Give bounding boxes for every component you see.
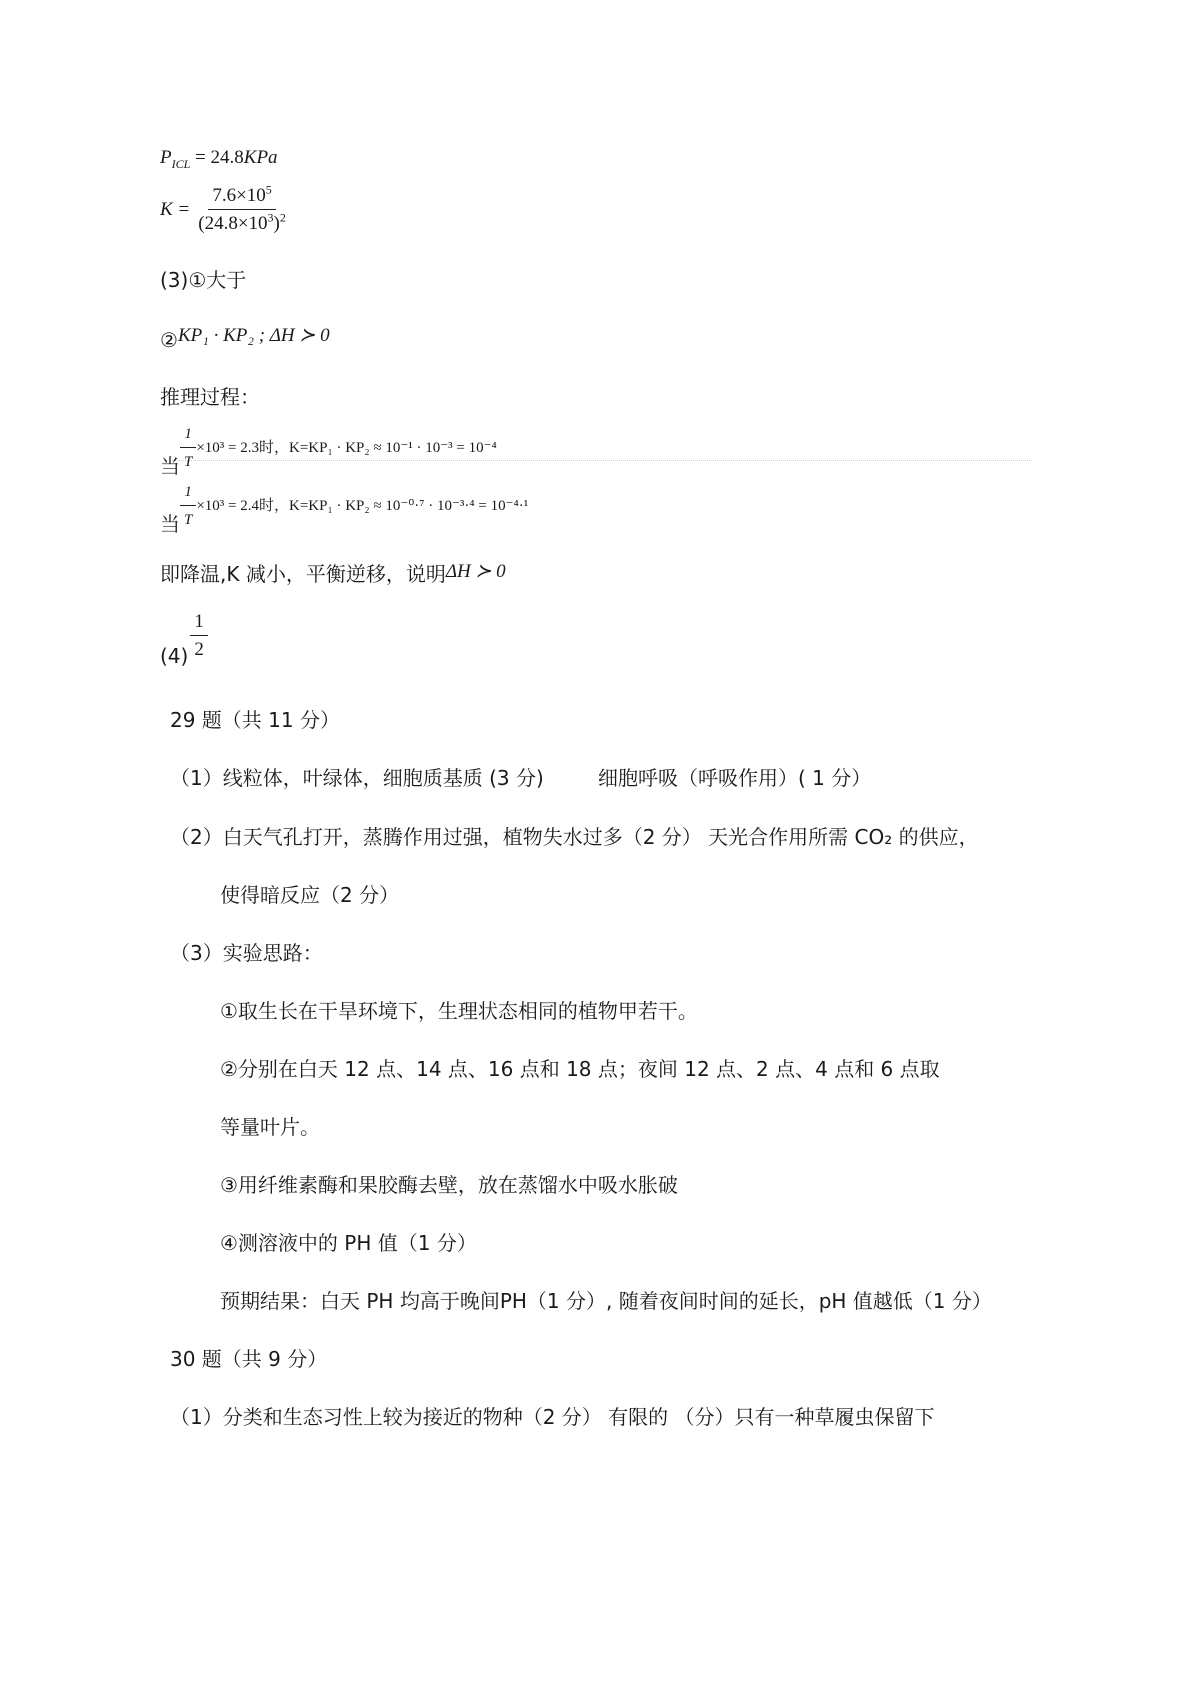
- q30-title: 30 题（共 9 分）: [170, 1347, 328, 1371]
- p-unit: KPa: [243, 147, 278, 168]
- conclusion-text: 即降温,K 减小，平衡逆移，说明: [160, 562, 446, 586]
- q4-label: (4): [160, 644, 189, 668]
- q29-step-2-cont: 等量叶片。: [220, 1115, 320, 1139]
- reasoning-case-1: [160, 426, 497, 478]
- p-value: = 24.8: [190, 147, 244, 168]
- q29-part2-b: 使得暗反应（2 分）: [220, 883, 400, 907]
- p-icl-equation: [160, 146, 278, 170]
- q4-fraction: $\frac{1}{2}$: [190, 610, 208, 662]
- case1-body: ×10³ = 2.3时，K=KP₁ · KP₂ ≈ 10⁻¹ · 10⁻³ = 10⁻⁴: [196, 440, 497, 456]
- q29-part1-a: （1）线粒体，叶绿体，细胞质基质 (3 分): [170, 766, 544, 790]
- k-fraction: [194, 184, 290, 236]
- p-subscript: ICL: [171, 156, 191, 171]
- q29-part1-b: 细胞呼吸（呼吸作用）( 1 分）: [598, 766, 872, 790]
- case1-prefix: 当: [160, 454, 180, 478]
- q29-expected-result: 预期结果：白天 PH 均高于晚间PH（1 分）, 随着夜间时间的延长，pH 值越低（1 分）: [220, 1289, 992, 1313]
- q29-part2-a: （2）白天气孔打开，蒸腾作用过强，植物失水过多（2 分） 天光合作用所需 CO₂ 的供应，: [170, 825, 979, 849]
- k-numerator: $7.6\times 10^5$: [208, 184, 275, 210]
- q29-step-3: ③用纤维素酶和果胶酶去壁，放在蒸馏水中吸水胀破: [220, 1173, 678, 1197]
- case1-fraction: $\frac{1}{T}$: [180, 422, 196, 474]
- q29-step-1: ①取生长在干旱环境下，生理状态相同的植物甲若干。: [220, 999, 698, 1023]
- k-denominator: $(24.8\times 10^3)^2$: [198, 210, 286, 234]
- q29-step-4: ④测溶液中的 PH 值（1 分）: [220, 1231, 477, 1255]
- k-equation: [160, 178, 290, 242]
- reasoning-case-2: [160, 484, 529, 536]
- conclusion-formula: ΔH ≻ 0: [445, 561, 506, 582]
- q4-answer: [160, 612, 208, 668]
- circle-2: ②: [160, 328, 178, 352]
- case2-body: ×10³ = 2.4时，K=KP₁ · KP₂ ≈ 10⁻⁰·⁷ · 10⁻³·⁴ = 10⁻⁴·¹: [196, 498, 529, 514]
- k-lhs: K =: [160, 199, 191, 220]
- conclusion: [160, 560, 506, 586]
- q3-answer-1: (3)①大于: [160, 268, 247, 292]
- q29-step-2: ②分别在白天 12 点、14 点、16 点和 18 点；夜间 12 点、2 点、4 点和 6 点取: [220, 1057, 940, 1081]
- q30-part1: （1）分类和生态习性上较为接近的物种（2 分） 有限的 （分）只有一种草履虫保留下: [170, 1405, 935, 1429]
- q29-title: 29 题（共 11 分）: [170, 708, 340, 732]
- p-symbol: P: [160, 147, 172, 168]
- reasoning-label: 推理过程：: [160, 385, 260, 409]
- case2-fraction: $\frac{1}{T}$: [180, 480, 196, 532]
- q3-formula: KP₁ · KP₂ ; ΔH ≻ 0: [177, 325, 330, 346]
- q29-part3: （3）实验思路：: [170, 941, 323, 965]
- case2-prefix: 当: [160, 512, 180, 536]
- q3-answer-2: [160, 322, 330, 352]
